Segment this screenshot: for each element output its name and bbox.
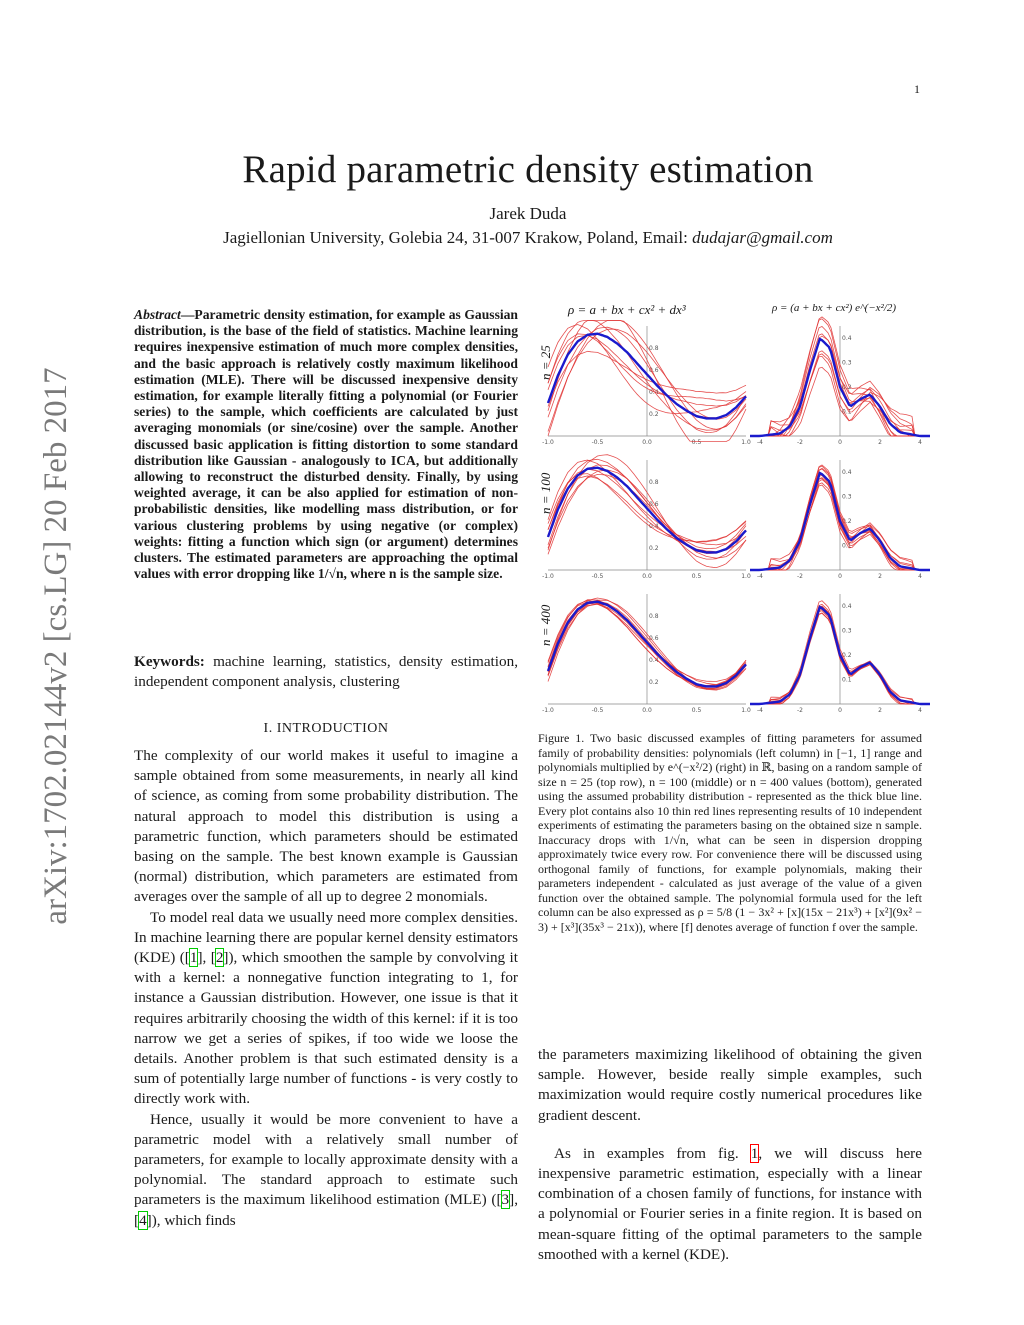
y-tick-label: 0.8 — [649, 613, 659, 620]
intro-paragraph-1: The complexity of our world makes it useful to imagine a sample obtained from some measurements, in nearly all kind of science, as coming from some probability distribution. The natural approach to model this distribution is using a parametric function, which parameters should be estimated basing on the sample. The best known example is Gaussian (normal) distribution, which parameters are estimated from averages over the sample of all up to degree 2 monomials. — [134, 747, 518, 906]
x-tick-label: 2 — [878, 707, 882, 714]
arxiv-stamp: arXiv:1702.02144v2 [cs.LG] 20 Feb 2017 — [38, 367, 74, 925]
x-tick-label: 1.0 — [741, 573, 751, 580]
intro-paragraph-2 — [134, 908, 518, 1110]
row-label-n100: n = 100 — [538, 472, 553, 514]
y-tick-label: 0.4 — [842, 603, 852, 611]
y-tick-label: 0.2 — [842, 652, 852, 660]
x-tick-label: 4 — [918, 707, 922, 714]
y-tick-label: 0.2 — [842, 384, 852, 392]
abstract — [134, 307, 518, 582]
figure-plots — [536, 296, 936, 714]
x-tick-label: 2 — [878, 573, 882, 580]
y-tick-label: 0.4 — [842, 335, 852, 343]
x-tick-label: 4 — [918, 439, 922, 446]
citation-link-3[interactable]: 3 — [501, 1191, 510, 1209]
y-tick-label: 0.8 — [649, 479, 659, 486]
x-tick-label: 0 — [838, 439, 842, 446]
x-tick-label: 0.5 — [691, 439, 702, 446]
x-tick-label: 1.0 — [741, 707, 751, 714]
y-tick-label: 0.2 — [649, 411, 659, 418]
y-tick-label: 0.2 — [649, 545, 659, 552]
y-tick-label: 0.4 — [649, 657, 659, 664]
x-tick-label: 1.0 — [741, 439, 751, 446]
x-tick-label: -2 — [797, 573, 803, 580]
intro-p2-text-c: ]), which smoothen the sample by convolving it with a kernel: a nonnegative function integrating to 1, for instance a Gaussian distribution. However, one issue is that it requires arbitrarily choosing the width of this kernel: if it is too narrow we get a series of spikes, if too wide we loose the details. Another problem is that such estimated density is a sum of potentially large number of functions - is very costly to directly work with. — [134, 949, 518, 1108]
x-tick-label: -4 — [757, 707, 763, 714]
left-column-title: ρ = a + bx + cx² + dx³ — [568, 302, 686, 317]
figure-1 — [536, 296, 936, 714]
x-tick-label: -1.0 — [542, 573, 554, 580]
affiliation — [0, 228, 1024, 248]
x-tick-label: -2 — [797, 707, 803, 714]
figure-link-1[interactable]: 1 — [750, 1144, 759, 1162]
keywords-label: Keywords: — [134, 653, 205, 670]
right-p2-text-a: As in examples from fig. — [554, 1144, 751, 1162]
x-tick-label: -4 — [757, 439, 763, 446]
right-paragraph-1: the parameters maximizing likelihood of obtaining the given sample. However, beside really simple examples, such maximization would require costly numerical procedures like gradient descent. — [538, 1046, 922, 1124]
y-tick-label: 0.1 — [842, 676, 852, 684]
figure-caption: Figure 1. Two basic discussed examples of fitting parameters for assumed family of probability densities: polynomials (left column) in [−1, 1] range and polynomials multiplied by e^(−x²/2) (right) in ℝ, basing on a random sample of size n = 25 (top row), n = 100 (middle) or n = 400 values (bottom), generated using the assumed probability distribution - represented as the thick blue line. Every plot contains also 10 thin red lines representing results of 10 independent experiments of estimating the parameters basing on the obtained size n sample. Inaccuracy drops with 1/√n, what can be seen in dispersion dropping approximately twice every row. For convenience there will be discussed using orthogonal family of functions, for example polynomials, making their parameters independent - calculated as just average of the value of a given function over the obtained sample. The polynomial formula used for the left column can be also expressed as ρ = 5/8 (1 − 3x² + [x](15x − 21x³) + [x²](9x² − 3) + [x³](35x³ − 21x)), where [f] denotes average of function f over the sample. — [538, 731, 922, 934]
row-label-n25: n = 25 — [538, 345, 553, 380]
intro-paragraph-3 — [134, 1110, 518, 1231]
y-tick-label: 0.3 — [842, 493, 852, 501]
y-tick-label: 0.4 — [842, 469, 852, 477]
x-tick-label: 0.5 — [691, 707, 702, 714]
intro-p2-text-a: To model real data we usually need more complex densities. In machine learning there are popular kernel density estimators (KDE) ([ — [134, 908, 518, 967]
x-tick-label: -4 — [757, 573, 763, 580]
y-tick-label: 0.1 — [842, 542, 852, 550]
x-tick-label: -0.5 — [591, 707, 604, 714]
x-tick-label: 0.0 — [642, 707, 652, 714]
y-tick-label: 0.2 — [842, 518, 852, 526]
right-paragraph-2 — [538, 1144, 922, 1265]
right-column-body — [538, 1045, 922, 1283]
citation-link-2[interactable]: 2 — [215, 949, 224, 967]
y-tick-label: 0.3 — [842, 627, 852, 635]
x-tick-label: -1.0 — [542, 439, 554, 446]
x-tick-label: 4 — [918, 573, 922, 580]
abstract-text: —Parametric density estimation, for example as Gaussian distribution, is the base of the field of statistics. Machine learning requires inexpensive estimation of much more complex densities, and the basic approach is relatively costly maximum likelihood estimation (MLE). There will be discussed inexpensive density estimation, for example literally fitting a polynomial (or Fourier series) to the sample, which coefficients are calculated by just averaging monomials (or sine/cosine) over the sample. Another discussed basic application is fitting distortion to some standard distribution like Gaussian - analogously to ICA, but additionally allowing to reconstruct the disturbed density. Finally, by using weighted average, it can be also applied for estimation of non-probabilistic densities, like modelling mass distribution, or for various clustering problems by using negative (or complex) weights: fitting a function which sign (or argument) determines clusters. The estimated parameters are approaching the optimal values with error dropping like 1/√n, where n is the sample size. — [134, 307, 518, 582]
author-name: Jarek Duda — [489, 204, 567, 223]
x-tick-label: 0.0 — [642, 573, 652, 580]
y-tick-label: 0.1 — [842, 408, 852, 416]
abstract-label: Abstract — [134, 307, 181, 322]
x-tick-label: 0 — [838, 707, 842, 714]
y-tick-label: 0.6 — [649, 367, 659, 374]
intro-p3-text-a: Hence, usually it would be more convenient to have a parametric model with a relatively small number of parameters, for example to locally approximate density with a polynomial. The standard approach to estimate such parameters is the maximum likelihood estimation (MLE) ([ — [134, 1110, 518, 1209]
paper-title: Rapid parametric density estimation — [242, 148, 814, 191]
x-tick-label: -0.5 — [591, 573, 604, 580]
x-tick-label: 2 — [878, 439, 882, 446]
intro-p2-text-b: ], [ — [197, 949, 216, 967]
affiliation-text: Jagiellonian University, Golebia 24, 31-007 Krakow, Poland, Email: — [223, 228, 688, 247]
x-tick-label: 0.0 — [642, 439, 652, 446]
y-tick-label: 0.6 — [649, 501, 659, 508]
right-p2-text-b: , we will discuss here inexpensive parametric estimation, especially with a linear combination of a chosen family of functions, for instance with a polynomial or Fourier series in a finite region. It is based on mean-square fitting of the optimal parameters to the sample smoothed with a kernel (KDE). — [538, 1144, 922, 1263]
section-heading: I. INTRODUCTION — [263, 721, 389, 736]
y-tick-label: 0.4 — [649, 523, 659, 530]
x-tick-label: -1.0 — [542, 707, 554, 714]
introduction-body — [134, 746, 518, 1231]
y-tick-label: 0.3 — [842, 359, 852, 367]
x-tick-label: 0.5 — [691, 573, 702, 580]
page-number: 1 — [914, 82, 920, 96]
x-tick-label: -2 — [797, 439, 803, 446]
intro-p3-text-b: ], [ — [134, 1191, 518, 1229]
right-column-title: ρ = (a + bx + cx²) e^(−x²/2) — [772, 302, 897, 314]
y-tick-label: 0.4 — [649, 389, 659, 396]
keywords — [134, 652, 518, 692]
intro-p3-text-c: ]), which finds — [146, 1211, 236, 1229]
x-tick-label: 0 — [838, 573, 842, 580]
y-tick-label: 0.2 — [649, 679, 659, 686]
email[interactable]: dudajar@gmail.com — [692, 228, 833, 247]
row-label-n400: n = 400 — [538, 604, 553, 646]
x-tick-label: -0.5 — [591, 439, 604, 446]
citation-link-1[interactable]: 1 — [189, 949, 198, 967]
y-tick-label: 0.6 — [649, 635, 659, 642]
keywords-text: machine learning, statistics, density estimation, independent component analysis, clustering — [134, 653, 518, 691]
y-tick-label: 0.8 — [649, 345, 659, 352]
citation-link-4[interactable]: 4 — [139, 1211, 147, 1229]
